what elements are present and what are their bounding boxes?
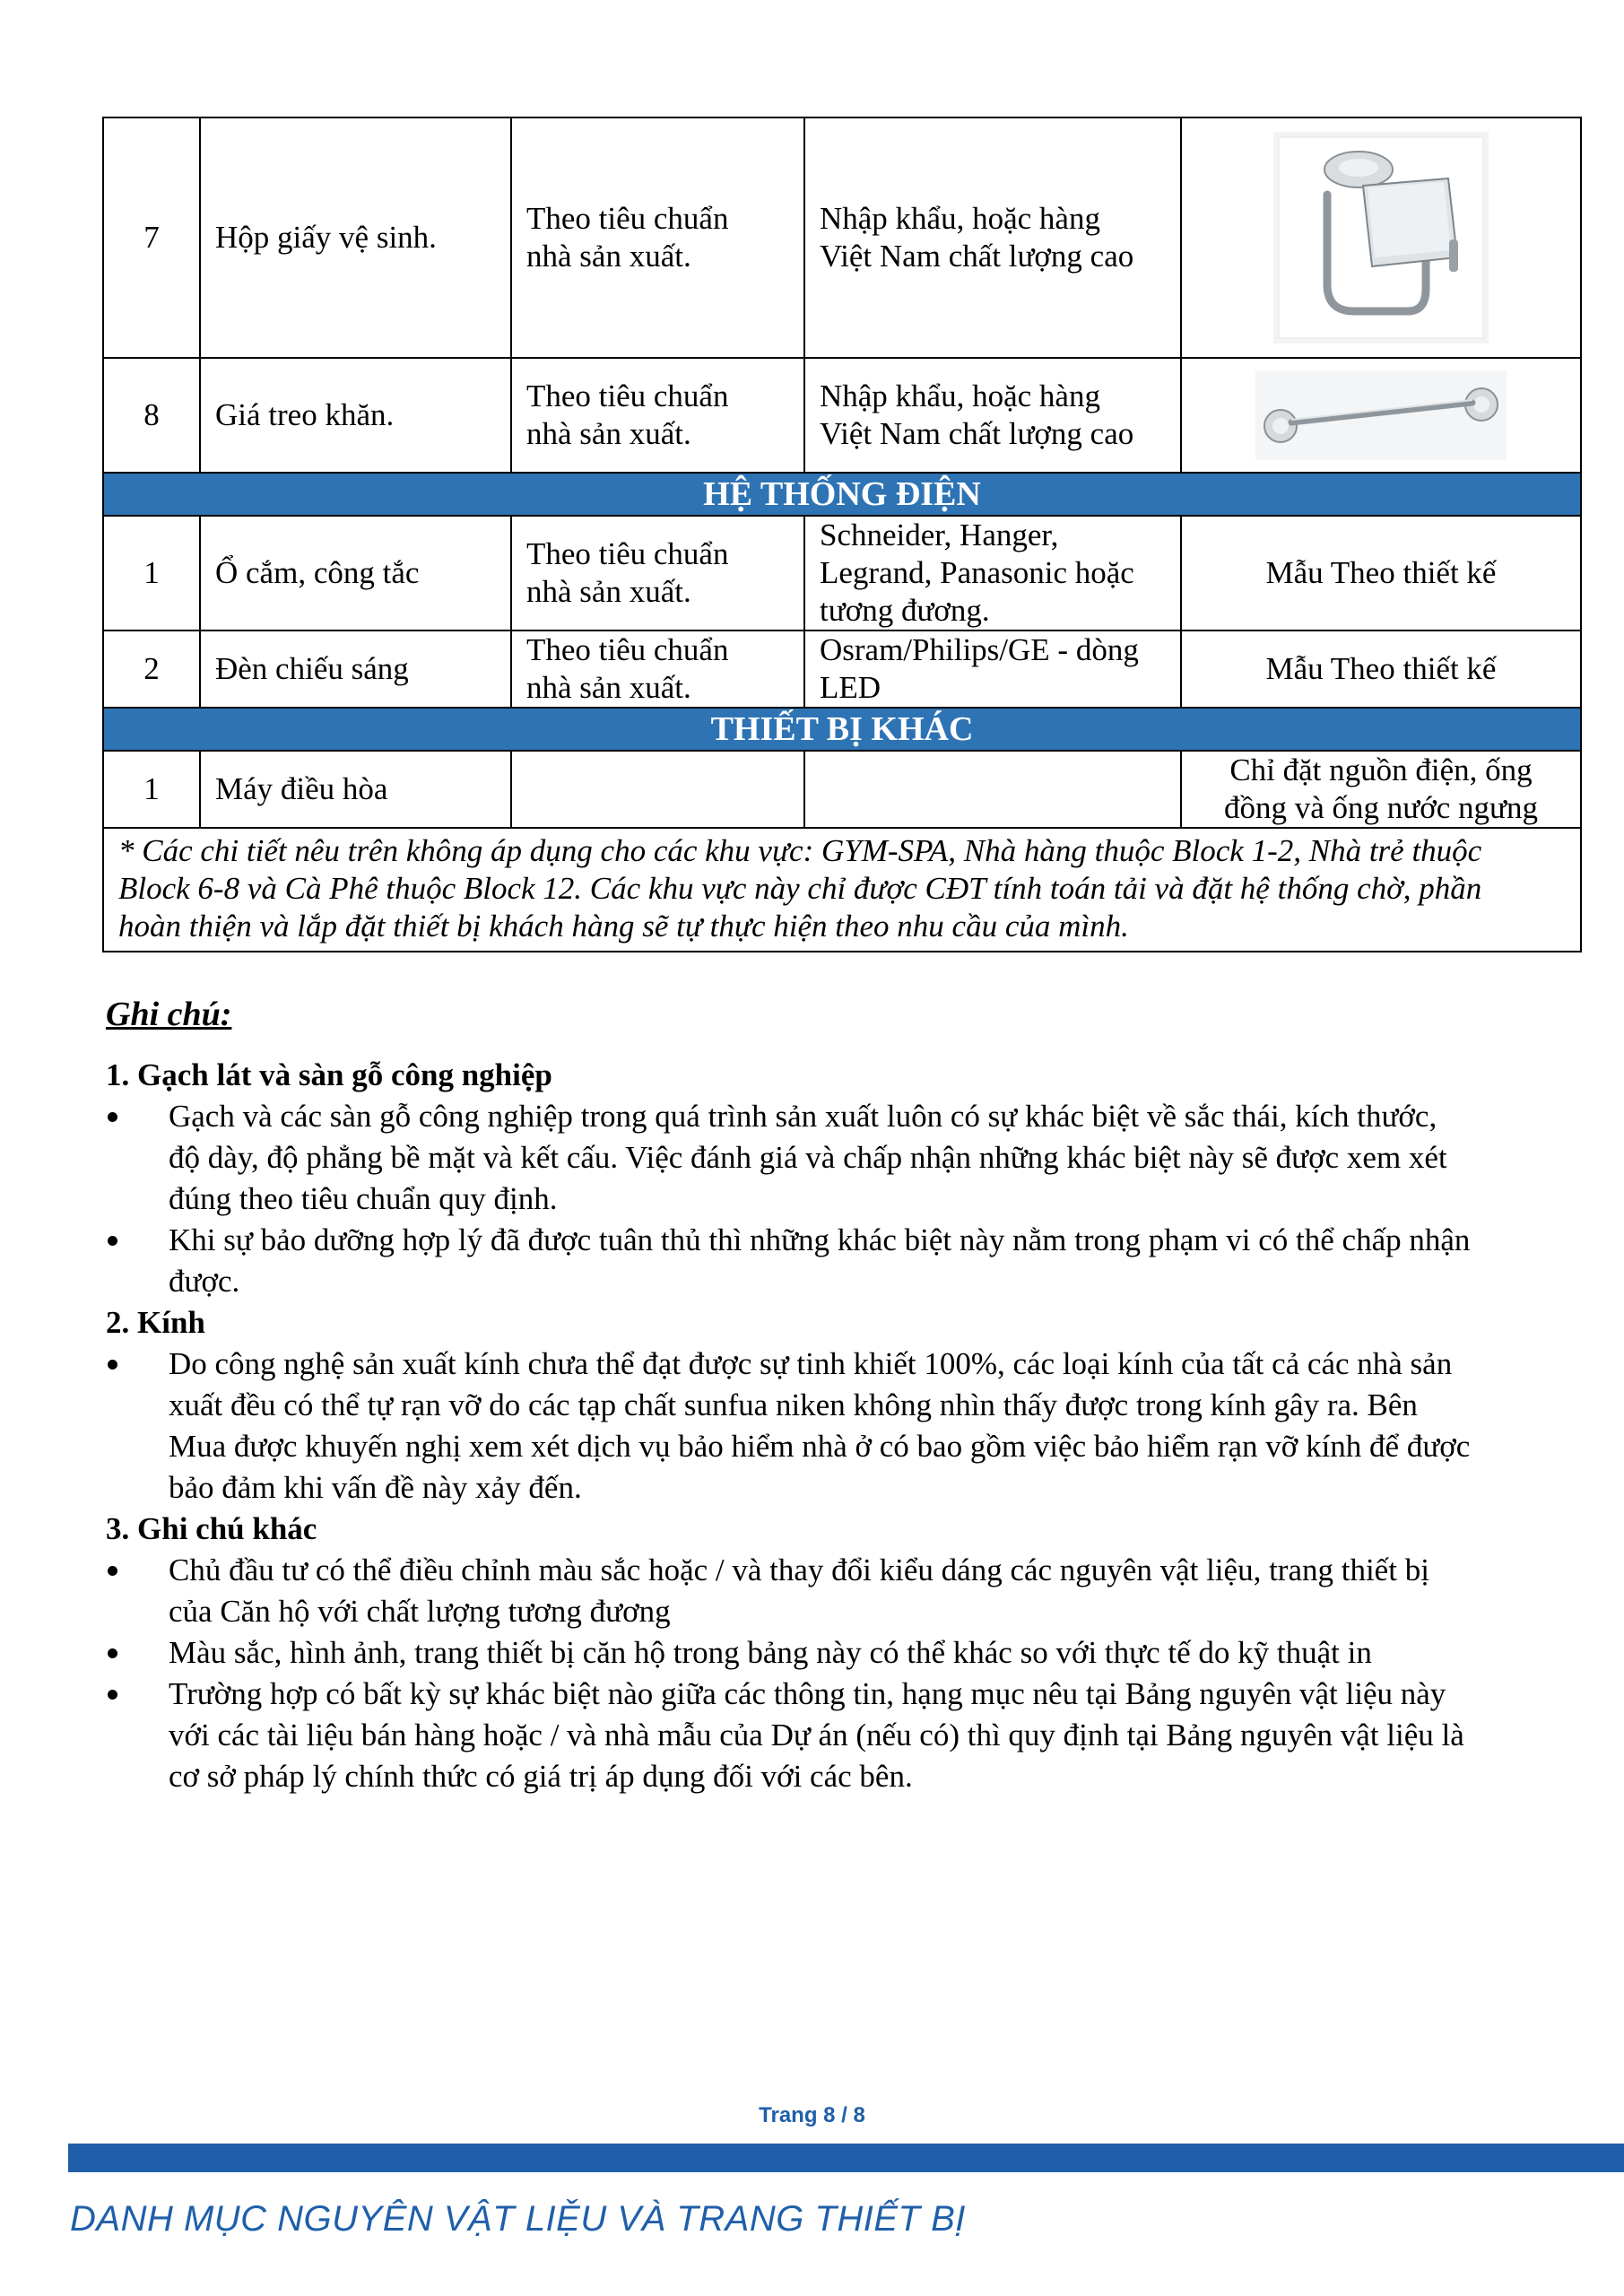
item-standard <box>511 751 804 828</box>
item-source: Schneider, Hanger, Legrand, Panasonic hoặc tương đương. <box>804 516 1181 631</box>
section-title: HỆ THỐNG ĐIỆN <box>103 473 1581 516</box>
item-note: Chỉ đặt nguồn điện, ống đồng và ống nước ngưng <box>1181 751 1581 828</box>
table-footnote-row <box>103 828 1581 952</box>
bullet-icon <box>108 1566 117 1576</box>
notes-title: Ghi chú: <box>106 996 232 1033</box>
list-item: Chủ đầu tư có thể điều chỉnh màu sắc hoặc / và thay đổi kiểu dáng các nguyên vật liệu, trang thiết bị của Căn hộ với chất lượng tương đương <box>106 1550 1505 1632</box>
section-header-electrical <box>103 473 1581 516</box>
notes-section <box>106 994 1505 1797</box>
toilet-paper-holder-image <box>1181 117 1581 358</box>
list-item: Màu sắc, hình ảnh, trang thiết bị căn hộ trong bảng này có thể khác so với thực tế do kỹ thuật in <box>106 1632 1505 1674</box>
bullet-icon <box>108 1690 117 1700</box>
note-heading: 1. Gạch lát và sàn gỗ công nghiệp <box>106 1057 552 1092</box>
row-number: 8 <box>103 358 200 473</box>
page-number: Trang 8 / 8 <box>759 2103 865 2127</box>
table-row <box>103 117 1581 358</box>
towel-rail-image <box>1181 358 1581 473</box>
item-source: Nhập khẩu, hoặc hàng Việt Nam chất lượng cao <box>804 117 1181 358</box>
table-row <box>103 751 1581 828</box>
table-row <box>103 358 1581 473</box>
item-standard: Theo tiêu chuẩn nhà sản xuất. <box>511 358 804 473</box>
note-heading: 3. Ghi chú khác <box>106 1511 317 1546</box>
item-name: Giá treo khăn. <box>200 358 511 473</box>
item-name: Ổ cắm, công tắc <box>200 516 511 631</box>
list-item: Trường hợp có bất kỳ sự khác biệt nào giữa các thông tin, hạng mục nêu tại Bảng nguyên vật liệu này với các tài liệu bán hàng hoặc / và nhà mẫu của Dự án (nếu có) thì quy định tại Bảng nguyên vật liệu là cơ sở pháp lý chính thức có giá trị áp dụng đối với các bên. <box>106 1674 1505 1797</box>
bullet-icon <box>108 1648 117 1658</box>
item-name: Máy điều hòa <box>200 751 511 828</box>
row-number: 2 <box>103 631 200 708</box>
row-number: 1 <box>103 751 200 828</box>
item-standard: Theo tiêu chuẩn nhà sản xuất. <box>511 117 804 358</box>
footer-bar <box>68 2144 1624 2172</box>
table-row <box>103 516 1581 631</box>
row-number: 7 <box>103 117 200 358</box>
item-standard: Theo tiêu chuẩn nhà sản xuất. <box>511 516 804 631</box>
item-note: Mẫu Theo thiết kế <box>1181 516 1581 631</box>
footer-title: DANH MỤC NGUYÊN VẬT LIỆU VÀ TRANG THIẾT BỊ <box>70 2199 966 2239</box>
list-item: Do công nghệ sản xuất kính chưa thể đạt được sự tinh khiết 100%, các loại kính của tất cả các nhà sản xuất đều có thể tự rạn vỡ do các tạp chất sunfua niken không nhìn thấy được trong kính gây ra. Bên Mua được khuyến nghị xem xét dịch vụ bảo hiểm nhà ở có bao gồm việc bảo hiểm rạn vỡ kính để được bảo đảm khi vấn đề này xảy đến. <box>106 1344 1505 1509</box>
section-header-other <box>103 708 1581 751</box>
section-title: THIẾT BỊ KHÁC <box>103 708 1581 751</box>
item-name: Hộp giấy vệ sinh. <box>200 117 511 358</box>
bullet-icon <box>108 1112 117 1122</box>
item-source <box>804 751 1181 828</box>
item-note: Mẫu Theo thiết kế <box>1181 631 1581 708</box>
table-row <box>103 631 1581 708</box>
list-item: Gạch và các sàn gỗ công nghiệp trong quá trình sản xuất luôn có sự khác biệt về sắc thái, kích thước, độ dày, độ phẳng bề mặt và kết cấu. Việc đánh giá và chấp nhận những khác biệt này sẽ được xem xét đúng theo tiêu chuẩn quy định. <box>106 1096 1505 1220</box>
bullet-icon <box>108 1236 117 1246</box>
row-number: 1 <box>103 516 200 631</box>
item-source: Osram/Philips/GE - dòng LED <box>804 631 1181 708</box>
item-source: Nhập khẩu, hoặc hàng Việt Nam chất lượng cao <box>804 358 1181 473</box>
list-item: Khi sự bảo dưỡng hợp lý đã được tuân thủ thì những khác biệt này nằm trong phạm vi có thể chấp nhận được. <box>106 1220 1505 1302</box>
item-name: Đèn chiếu sáng <box>200 631 511 708</box>
table-footnote: * Các chi tiết nêu trên không áp dụng cho các khu vực: GYM-SPA, Nhà hàng thuộc Block 1-2, Nhà trẻ thuộc Block 6-8 và Cà Phê thuộc Block 12. Các khu vực này chỉ được CĐT tính toán tải và đặt hệ thống chờ, phần hoàn thiện và lắp đặt thiết bị khách hàng sẽ tự thực hiện theo nhu cầu của mình. <box>103 828 1581 952</box>
item-standard: Theo tiêu chuẩn nhà sản xuất. <box>511 631 804 708</box>
materials-table <box>102 117 1582 952</box>
note-heading: 2. Kính <box>106 1305 205 1340</box>
bullet-icon <box>108 1360 117 1370</box>
